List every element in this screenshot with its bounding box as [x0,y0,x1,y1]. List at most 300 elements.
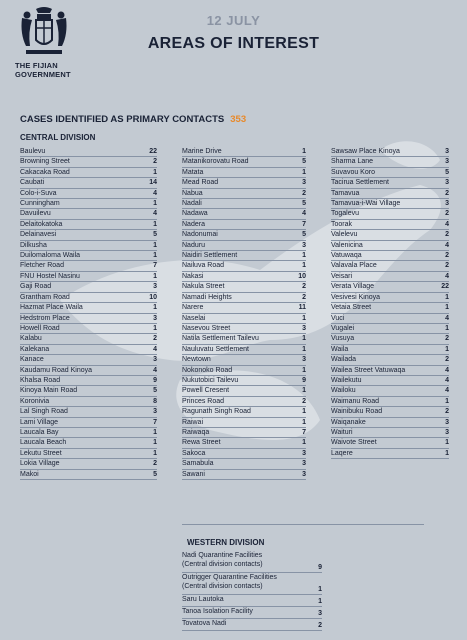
area-name: Wailoku [331,387,356,395]
case-count: 10 [298,272,306,280]
area-name: Kalabu [20,335,42,343]
case-count: 2 [153,158,157,166]
list-item [182,619,322,631]
list-item [182,428,306,438]
area-name: Makoi [20,470,39,478]
case-count: 3 [153,408,157,416]
list-item [331,168,449,178]
case-count: 3 [302,449,306,457]
list-item [20,449,157,459]
case-count: 1 [302,252,306,260]
area-name: Valenicina [331,241,363,249]
list-item [182,147,306,157]
facility-name-line: (Central division contacts) [182,583,263,590]
area-name: Matanikorovatu Road [182,158,249,166]
area-name: Hazmat Place Waila [20,304,83,312]
case-count: 7 [153,262,157,270]
area-name: Valavala Place [331,262,377,270]
case-count: 3 [302,460,306,468]
government-line-2: GOVERNMENT [15,69,71,79]
list-item [331,355,449,365]
area-name: Newtown [182,356,211,364]
list-item [20,407,157,417]
area-name: Delainavesi [20,231,57,239]
area-name: Naduru [182,241,205,249]
case-count: 1 [445,293,449,301]
case-count: 1 [318,598,322,605]
case-count: 7 [153,418,157,426]
primary-contacts-heading [20,114,246,125]
list-item [20,418,157,428]
case-count: 7 [302,220,306,228]
area-name: Cunningham [20,200,60,208]
case-count: 1 [153,272,157,280]
list-item [331,418,449,428]
area-name: Toorak [331,220,353,228]
area-name: Wainibuku Road [331,408,383,416]
list-item [182,407,306,417]
area-name: Natila Settlement Tailevu [182,335,259,343]
case-count: 1 [302,345,306,353]
list-item [331,251,449,261]
area-name: Ragunath Singh Road [182,408,251,416]
case-count: 2 [445,231,449,239]
case-count: 4 [153,189,157,197]
list-item [20,397,157,407]
case-count: 1 [153,220,157,228]
area-name: FNU Hostel Nasinu [20,272,80,280]
list-item [20,209,157,219]
list-item [331,147,449,157]
case-count: 3 [445,179,449,187]
area-name: Grantham Road [20,293,70,301]
list-item [182,607,322,619]
list-item [182,199,306,209]
list-item [20,199,157,209]
case-count: 4 [153,210,157,218]
case-count: 1 [302,408,306,416]
list-item [182,272,306,282]
area-name: Kaudamu Road Kinoya [20,366,92,374]
list-item [331,314,449,324]
list-item [20,324,157,334]
area-name: Samabula [182,460,214,468]
case-count: 3 [153,356,157,364]
area-name: Vuci [331,314,345,322]
case-count: 3 [445,200,449,208]
area-name: Tacirua Settlement [331,179,389,187]
case-count: 9 [318,564,322,571]
list-item [331,241,449,251]
area-name: Laucala Beach [20,439,67,447]
area-name: Nakula Street [182,283,225,291]
central-column-1 [20,147,157,480]
case-count: 1 [302,262,306,270]
area-name: Marine Drive [182,148,222,155]
area-name: Sawani [182,470,205,478]
list-item [182,293,306,303]
case-count: 3 [445,158,449,166]
area-name: Naidiri Settlement [182,252,238,260]
case-count: 4 [445,366,449,374]
list-item [331,189,449,199]
area-name: Koronivia [20,397,50,405]
case-count: 3 [153,283,157,291]
case-count: 3 [302,179,306,187]
list-item [331,293,449,303]
case-count: 4 [445,241,449,249]
case-count: 2 [302,293,306,301]
page-date: 12 JULY [206,13,261,28]
government-name [15,62,71,79]
case-count: 1 [153,241,157,249]
area-name: Narere [182,304,204,312]
case-count: 2 [445,210,449,218]
area-name: Lekutu Street [20,449,62,457]
list-item [182,376,306,386]
list-item [182,418,306,428]
case-count: 1 [302,314,306,322]
area-name: Sharma Lane [331,158,374,166]
list-item [331,272,449,282]
area-name: Veisari [331,272,353,280]
area-name: Waimanu Road [331,397,379,405]
case-count: 7 [302,428,306,436]
case-count: 1 [153,428,157,436]
case-count: 4 [153,345,157,353]
list-item [182,397,306,407]
list-item [20,376,157,386]
area-name: Wailekutu [331,376,362,384]
list-item [20,272,157,282]
facility-name-line: Tovatova Nadi [182,620,227,627]
list-item [182,595,322,607]
list-item [331,157,449,167]
area-name: Vugalei [331,324,355,332]
case-count: 1 [153,439,157,447]
area-name: Raiwai [182,418,204,426]
list-item [182,449,306,459]
primary-contacts-count: 353 [230,114,247,125]
area-name: Dilkusha [20,241,47,249]
list-item [20,241,157,251]
area-name: Nokonoko Road [182,366,233,374]
list-item [182,251,306,261]
area-name: Nabua [182,189,203,197]
case-count: 3 [302,356,306,364]
area-name: Vatuwaqa [331,252,362,260]
area-name: Lami Village [20,418,59,426]
case-count: 2 [302,283,306,291]
area-name: Davuilevu [20,210,51,218]
case-count: 2 [445,252,449,260]
list-item [20,251,157,261]
list-item [331,438,449,448]
case-count: 3 [302,324,306,332]
list-item [20,334,157,344]
area-name: Togalevu [331,210,360,218]
list-item [331,407,449,417]
list-item [331,397,449,407]
case-count: 4 [445,376,449,384]
case-count: 9 [302,376,306,384]
area-name: Nadonumai [182,231,218,239]
area-name: Namadi Heights [182,293,232,301]
list-item [182,573,322,595]
area-name: Vesivesi Kinoya [331,293,381,301]
area-name: Nadera [182,220,205,228]
case-count: 1 [445,397,449,405]
list-item [20,345,157,355]
case-count: 1 [153,449,157,457]
area-name: Colo-i-Suva [20,189,57,197]
area-name: Waiqanake [331,418,366,426]
facility-name-line: Nadi Quarantine Facilities [182,552,263,559]
area-name: Matata [182,168,204,176]
case-count: 1 [318,586,322,593]
case-count: 1 [153,304,157,312]
case-count: 2 [153,335,157,343]
case-count: 4 [445,272,449,280]
central-column-2 [182,147,306,480]
area-name: Khalsa Road [20,376,61,384]
case-count: 5 [153,387,157,395]
case-count: 3 [302,470,306,478]
area-name: Kinoya Main Road [20,387,78,395]
case-count: 1 [153,252,157,260]
primary-contacts-label: CASES IDENTIFIED AS PRIMARY CONTACTS [20,114,225,125]
case-count: 5 [302,231,306,239]
list-item [331,324,449,334]
list-item [182,386,306,396]
area-name: Tamavua [331,189,360,197]
facility-name-line: Tanoa Isolation Facility [182,608,253,615]
list-item [182,334,306,344]
case-count: 1 [445,345,449,353]
area-name: Nadali [182,200,202,208]
list-item [182,189,306,199]
case-count: 4 [445,220,449,228]
area-name: Valelevu [331,231,358,239]
area-name: Waivote Street [331,439,377,447]
case-count: 5 [302,158,306,166]
area-name: Rewa Street [182,439,221,447]
central-division-title: CENTRAL DIVISION [20,133,96,142]
area-name: Suvavou Koro [331,168,375,176]
area-name: Vusuya [331,335,355,343]
list-item [20,355,157,365]
case-count: 4 [445,387,449,395]
case-count: 3 [302,241,306,249]
area-name: Sakoca [182,449,206,457]
list-item [182,261,306,271]
area-name: Wailada [331,356,357,364]
list-item [20,314,157,324]
facility-name-line: Outrigger Quarantine Facilities [182,574,277,581]
area-name: Princes Road [182,397,225,405]
area-name: Delaitokatoka [20,220,63,228]
list-item [20,178,157,188]
area-name: Browning Street [20,158,70,166]
list-item [20,386,157,396]
list-item [182,303,306,313]
area-name: Raiwaqa [182,428,210,436]
list-item [331,261,449,271]
area-name: Nauluvatu Settlement [182,345,249,353]
facility-name-line: Saru Lautoka [182,596,224,603]
area-name: Naselai [182,314,206,322]
list-item [331,209,449,219]
case-count: 5 [153,231,157,239]
list-item [20,459,157,469]
area-name: Waila [331,345,349,353]
case-count: 1 [302,168,306,176]
area-name: Duilomaloma Waila [20,252,81,260]
area-name: Howell Road [20,324,60,332]
case-count: 3 [318,610,322,617]
case-count: 5 [302,200,306,208]
case-count: 1 [445,439,449,447]
case-count: 3 [445,418,449,426]
area-name: Laucala Bay [20,428,59,436]
area-name: Wailea Street Vatuwaqa [331,366,406,374]
case-count: 1 [445,304,449,312]
list-item [182,551,322,573]
area-name: Nukutobici Tailevu [182,376,239,384]
list-item [182,241,306,251]
list-item [20,168,157,178]
list-item [182,157,306,167]
list-item [20,293,157,303]
list-item [182,178,306,188]
case-count: 1 [445,324,449,332]
list-item [20,220,157,230]
area-name: Fletcher Road [20,262,64,270]
list-item [20,428,157,438]
area-name: Cakacaka Road [20,168,70,176]
list-item [182,314,306,324]
list-item [182,209,306,219]
case-count: 1 [302,148,306,155]
list-item [20,147,157,157]
list-item [20,261,157,271]
case-count: 3 [445,428,449,436]
case-count: 2 [302,189,306,197]
western-divider [182,524,424,525]
case-count: 1 [302,418,306,426]
case-count: 5 [153,470,157,478]
case-count: 4 [445,314,449,322]
list-item [20,230,157,240]
case-count: 3 [153,314,157,322]
case-count: 1 [302,439,306,447]
list-item [331,282,449,292]
list-item [182,355,306,365]
case-count: 1 [302,335,306,343]
case-count: 4 [302,210,306,218]
area-name: Laqere [331,449,353,457]
list-item [182,470,306,480]
list-item [182,220,306,230]
case-count: 2 [445,356,449,364]
list-item [182,168,306,178]
list-item [182,345,306,355]
list-item [20,470,157,480]
list-item [331,345,449,355]
list-item [182,438,306,448]
list-item [20,157,157,167]
case-count: 2 [445,335,449,343]
case-count: 4 [153,366,157,374]
area-name: Kalekana [20,345,50,353]
case-count: 2 [153,460,157,468]
case-count: 9 [153,376,157,384]
case-count: 2 [445,408,449,416]
list-item [20,303,157,313]
list-item [331,334,449,344]
area-name: Tamavua-i-Wai Village [331,200,401,208]
case-count: 11 [298,304,306,312]
case-count: 10 [149,293,157,301]
list-item [20,366,157,376]
government-line-1: THE FIJIAN [15,61,58,70]
case-count: 5 [445,168,449,176]
list-item [20,189,157,199]
area-name: Lokia Village [20,460,60,468]
area-name: Gaji Road [20,283,52,291]
case-count: 1 [445,449,449,457]
area-name: Nadawa [182,210,208,218]
list-item [331,220,449,230]
list-item [331,366,449,376]
page-title: AREAS OF INTEREST [147,35,320,52]
list-item [182,230,306,240]
area-name: Baulevu [20,148,46,155]
list-item [20,282,157,292]
list-item [331,376,449,386]
area-name: Sawsaw Place Kinoya [331,148,400,155]
case-count: 1 [153,168,157,176]
area-name: Lal Singh Road [20,408,68,416]
facility-name-line: (Central division contacts) [182,561,263,568]
area-name: Caubati [20,179,45,187]
list-item [331,449,449,459]
list-item [331,386,449,396]
list-item [331,178,449,188]
case-count: 22 [441,283,449,291]
central-column-3 [331,147,449,459]
list-item [182,282,306,292]
case-count: 14 [149,179,157,187]
case-count: 1 [153,200,157,208]
area-name: Hedstrom Place [20,314,70,322]
list-item [182,459,306,469]
area-name: Kanace [20,356,44,364]
area-name: Nailuva Road [182,262,225,270]
list-item [331,199,449,209]
case-count: 1 [302,387,306,395]
area-name: Nakasi [182,272,204,280]
western-division-title: WESTERN DIVISION [187,538,265,547]
case-count: 22 [149,148,157,155]
area-name: Verata Village [331,283,375,291]
case-count: 2 [302,397,306,405]
case-count: 2 [445,189,449,197]
list-item [331,428,449,438]
case-count: 1 [153,324,157,332]
area-name: Powell Cresent [182,387,230,395]
list-item [182,366,306,376]
